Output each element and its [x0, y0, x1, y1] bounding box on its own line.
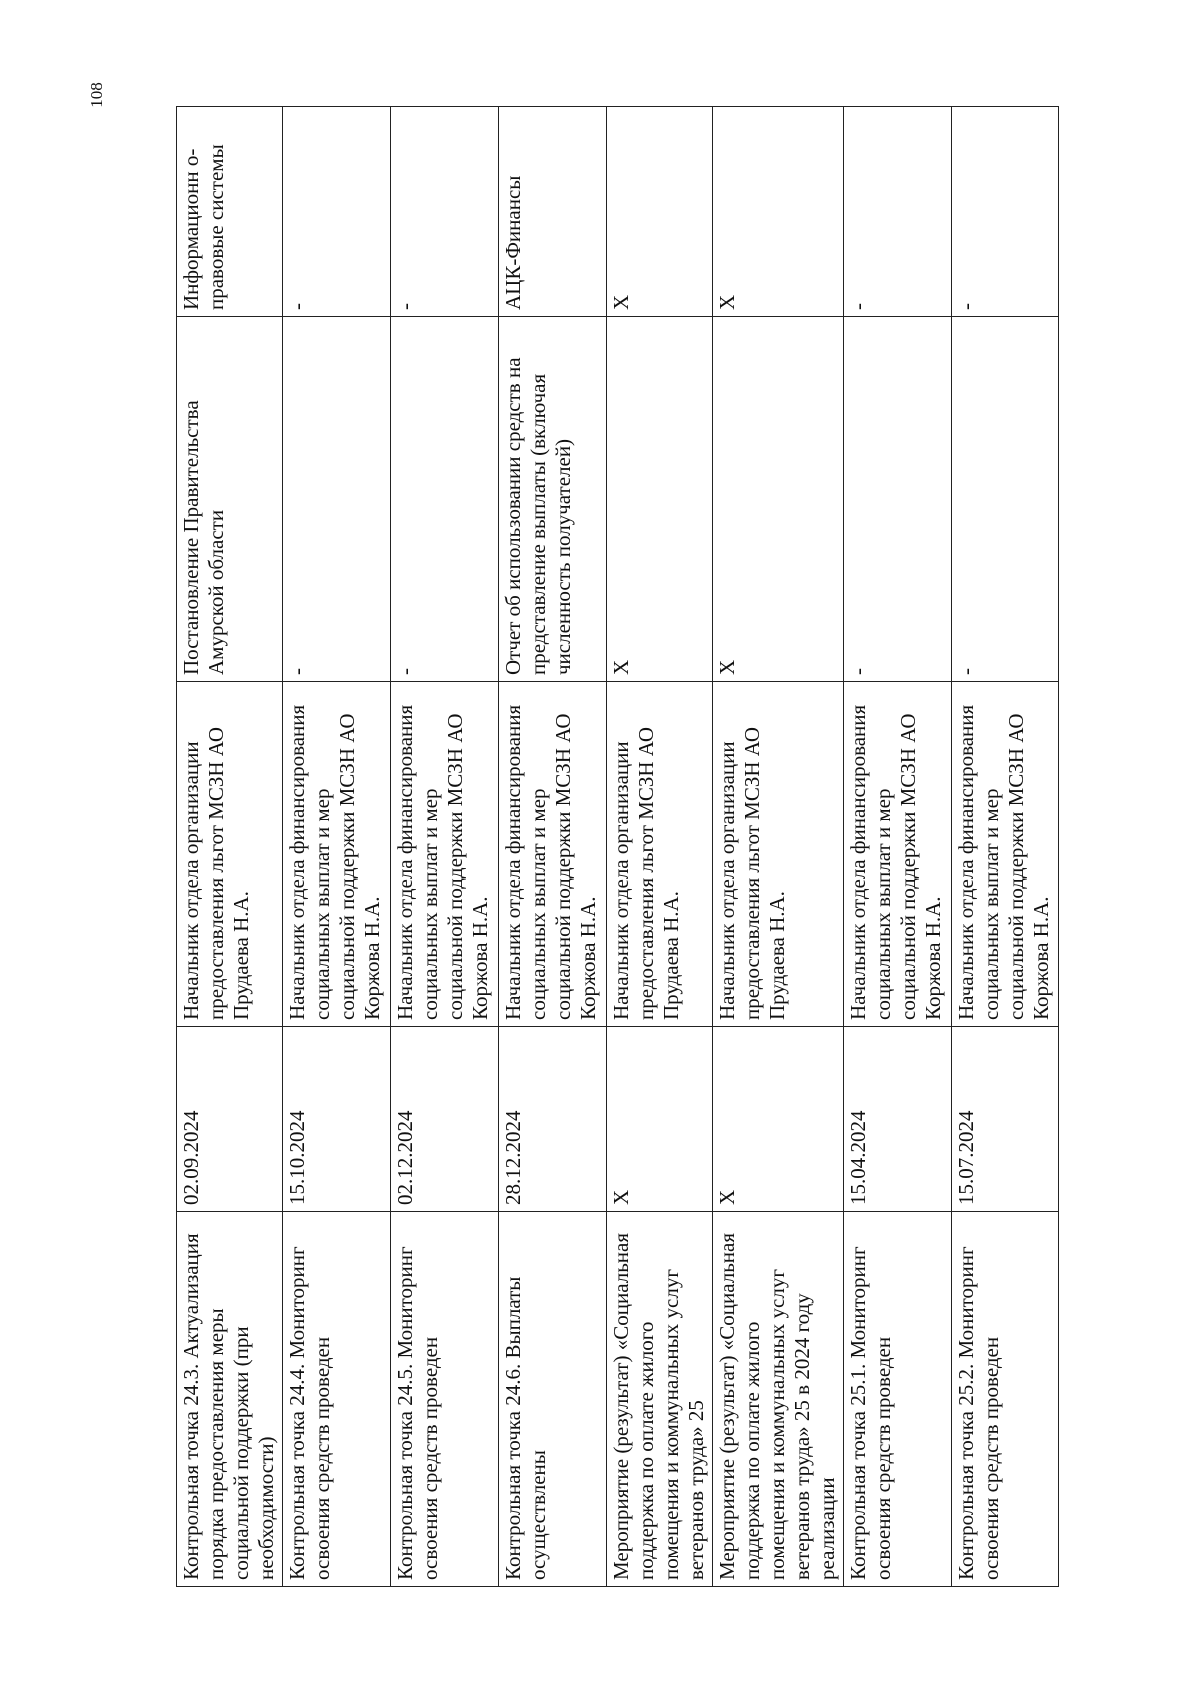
rotated-table-container [176, 107, 1059, 1587]
event-cell: Контрольная точка 24.4. Мониторинг освоения средств проведен [283, 1212, 391, 1587]
system-cell: X [713, 107, 844, 317]
date-cell: X [607, 1027, 713, 1212]
system-cell: Информационн о-правовые системы [177, 107, 283, 317]
document-cell: - [952, 317, 1059, 682]
document-cell: X [607, 317, 713, 682]
responsible-cell: Начальник отдела финансирования социальных выплат и мер социальной поддержки МСЗН АО Коржова Н.А. [391, 682, 499, 1027]
system-cell: - [391, 107, 499, 317]
system-cell: АЦК-Финансы [499, 107, 607, 317]
system-cell: - [283, 107, 391, 317]
event-cell: Мероприятие (результат) «Социальная поддержка по оплате жилого помещения и коммунальных услуг ветеранов труда» 25 [607, 1212, 713, 1587]
system-cell: - [844, 107, 952, 317]
event-cell: Контрольная точка 24.5. Мониторинг освоения средств проведен [391, 1212, 499, 1587]
date-cell: 02.12.2024 [391, 1027, 499, 1212]
date-cell: X [713, 1027, 844, 1212]
responsible-cell: Начальник отдела финансирования социальных выплат и мер социальной поддержки МСЗН АО Коржова Н.А. [952, 682, 1059, 1027]
document-cell: - [391, 317, 499, 682]
document-cell: - [844, 317, 952, 682]
table-row [713, 107, 844, 1587]
responsible-cell: Начальник отдела финансирования социальных выплат и мер социальной поддержки МСЗН АО Коржова Н.А. [283, 682, 391, 1027]
date-cell: 02.09.2024 [177, 1027, 283, 1212]
event-cell: Контрольная точка 24.3. Актуализация порядка предоставления меры социальной поддержки (при необходимости) [177, 1212, 283, 1587]
document-cell: Постановление Правительства Амурской области [177, 317, 283, 682]
responsible-cell: Начальник отдела организации предоставления льгот МСЗН АО Прудаева Н.А. [713, 682, 844, 1027]
page-number: 108 [87, 82, 106, 108]
table-row [844, 107, 952, 1587]
responsible-cell: Начальник отдела организации предоставления льгот МСЗН АО Прудаева Н.А. [177, 682, 283, 1027]
document-cell: X [713, 317, 844, 682]
table-row [177, 107, 283, 1587]
control-points-table [176, 106, 1059, 1587]
date-cell: 15.04.2024 [844, 1027, 952, 1212]
responsible-cell: Начальник отдела финансирования социальных выплат и мер социальной поддержки МСЗН АО Коржова Н.А. [844, 682, 952, 1027]
document-cell: Отчет об использовании средств на представление выплаты (включая численность получателей) [499, 317, 607, 682]
table-row [499, 107, 607, 1587]
system-cell: X [607, 107, 713, 317]
event-cell: Мероприятие (результат) «Социальная поддержка по оплате жилого помещения и коммунальных услуг ветеранов труда» 25 в 2024 году реализации [713, 1212, 844, 1587]
date-cell: 15.10.2024 [283, 1027, 391, 1212]
document-cell: - [283, 317, 391, 682]
table-row [607, 107, 713, 1587]
responsible-cell: Начальник отдела организации предоставления льгот МСЗН АО Прудаева Н.А. [607, 682, 713, 1027]
responsible-cell: Начальник отдела финансирования социальных выплат и мер социальной поддержки МСЗН АО Коржова Н.А. [499, 682, 607, 1027]
event-cell: Контрольная точка 24.6. Выплаты осуществлены [499, 1212, 607, 1587]
date-cell: 28.12.2024 [499, 1027, 607, 1212]
event-cell: Контрольная точка 25.2. Мониторинг освоения средств проведен [952, 1212, 1059, 1587]
system-cell: - [952, 107, 1059, 317]
table-row [391, 107, 499, 1587]
table-row [952, 107, 1059, 1587]
event-cell: Контрольная точка 25.1. Мониторинг освоения средств проведен [844, 1212, 952, 1587]
table-row [283, 107, 391, 1587]
date-cell: 15.07.2024 [952, 1027, 1059, 1212]
